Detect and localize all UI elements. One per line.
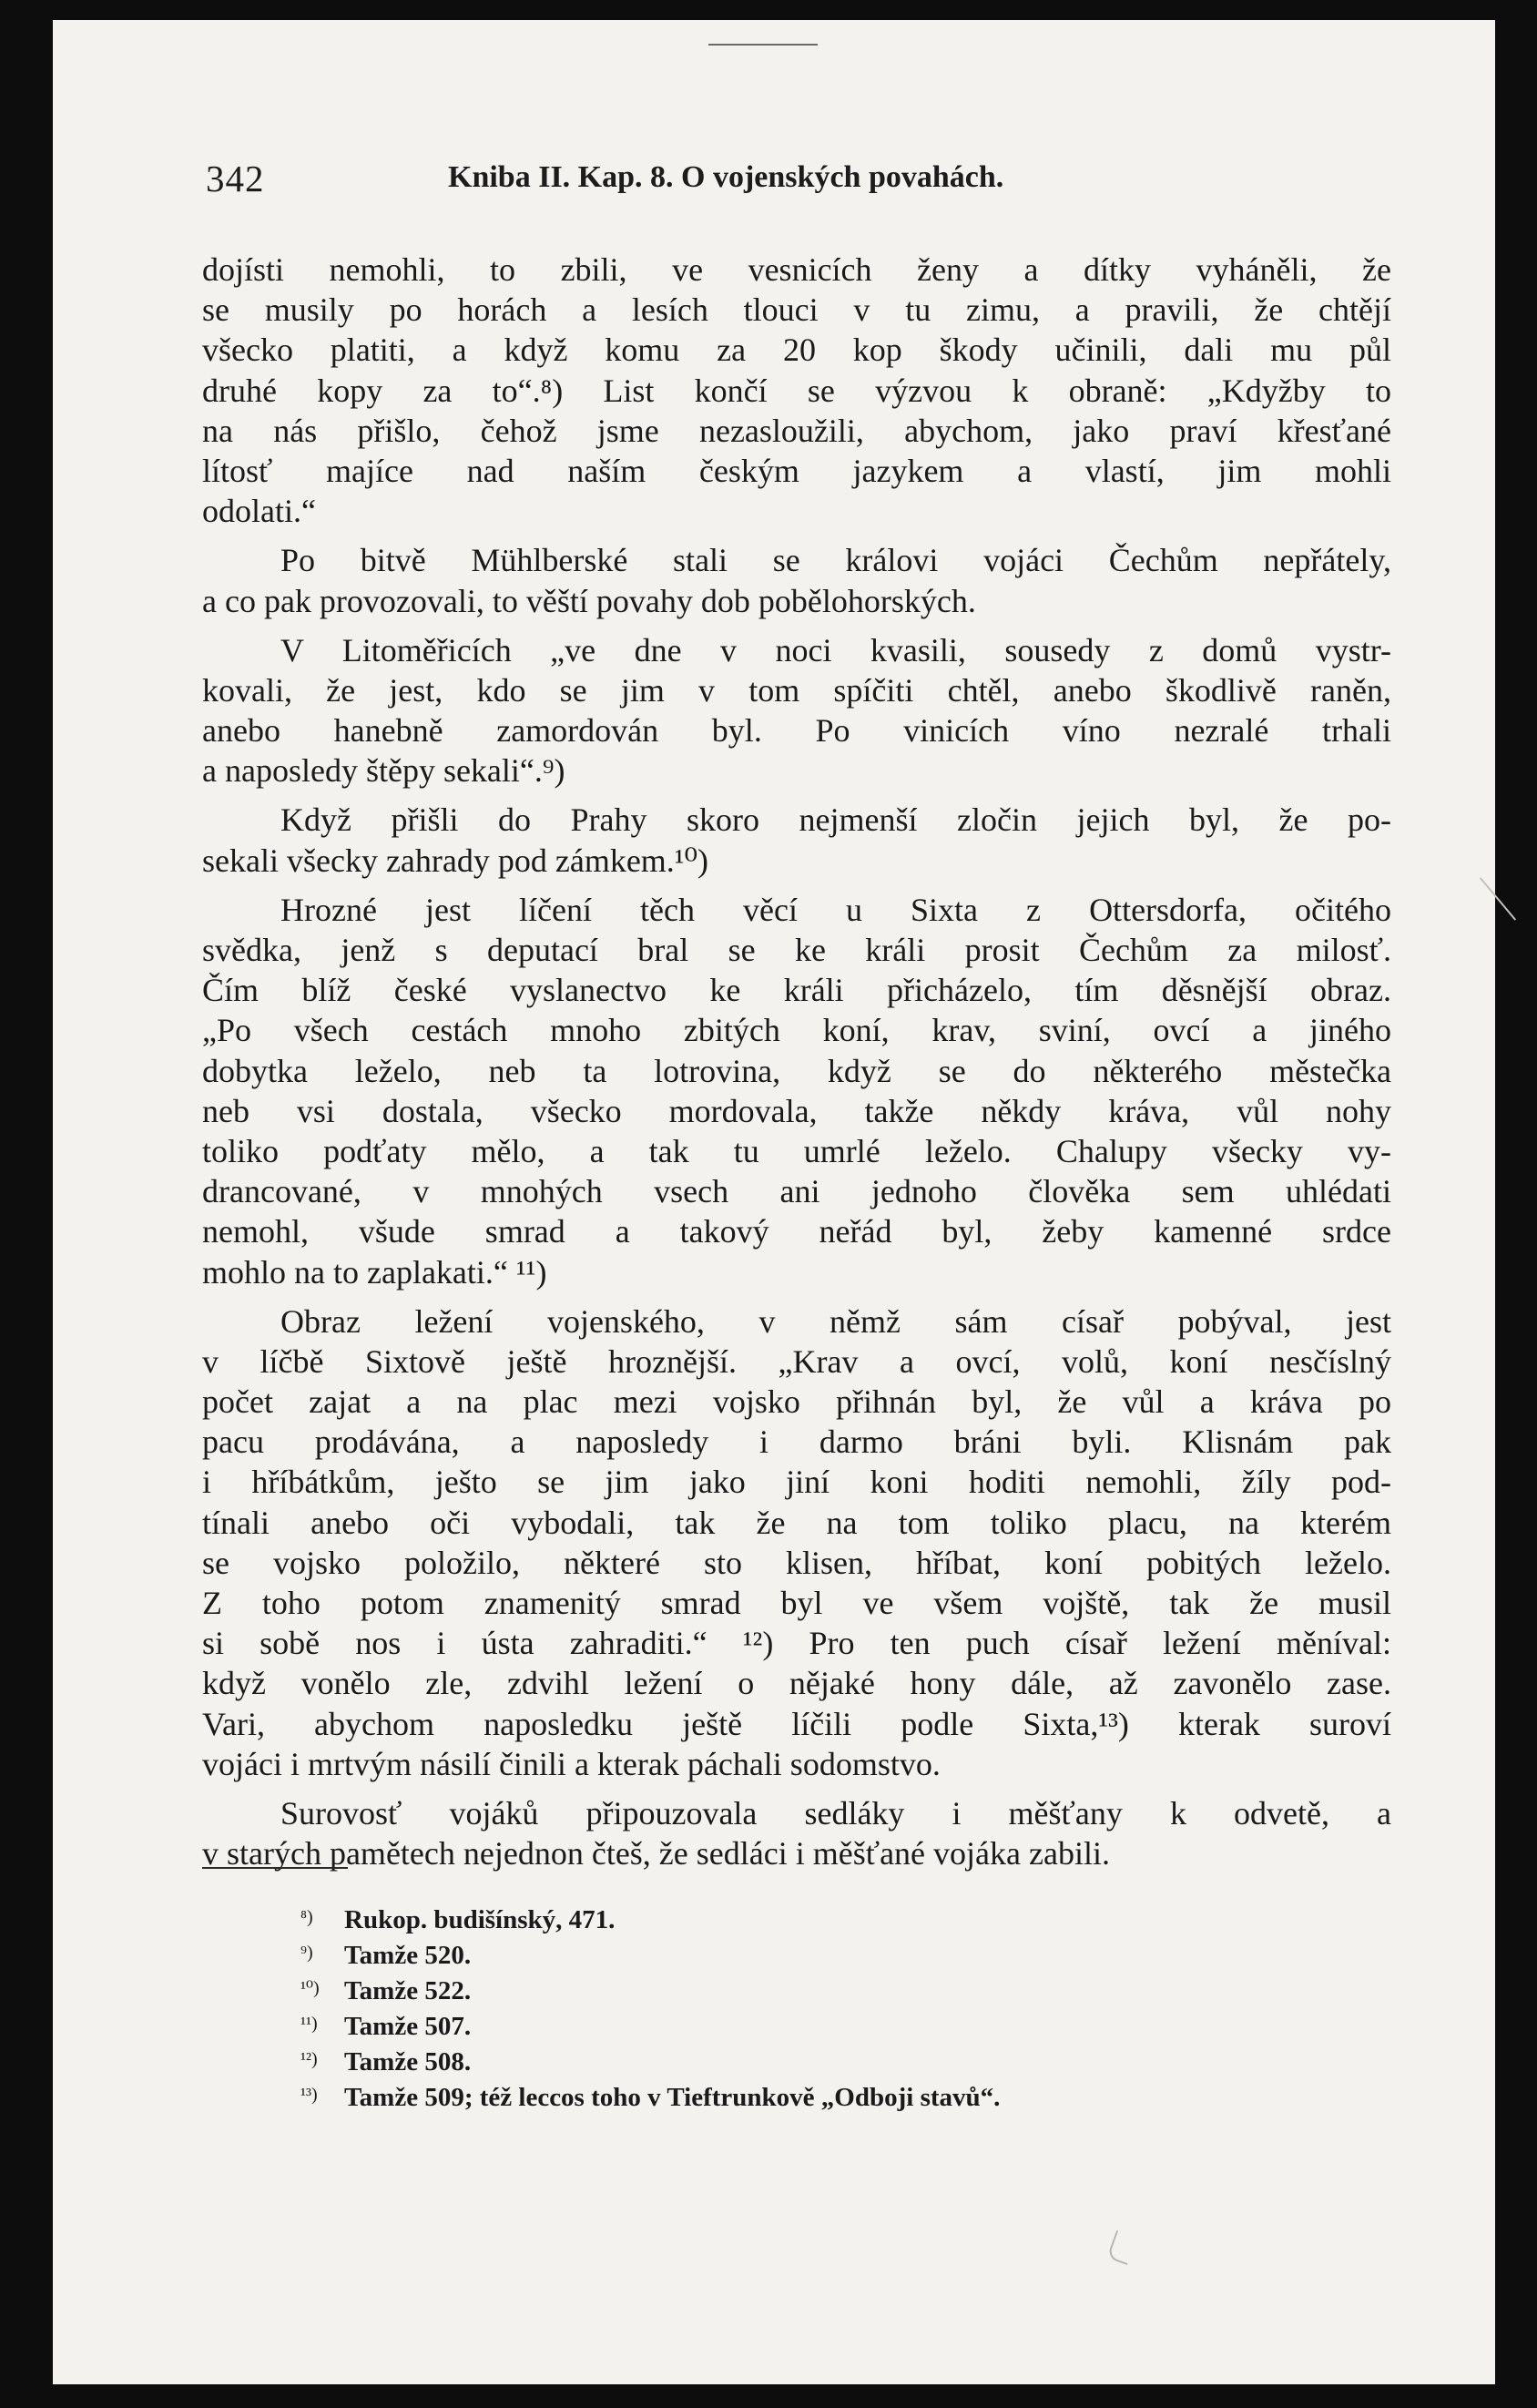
paragraph-gap bbox=[202, 531, 1391, 540]
text-line: V Litoměřicích „ve dne v noci kvasili, sousedy z domů vystr- bbox=[280, 631, 1391, 668]
text-line: v líčbě Sixtově ještě hroznější. „Krav a ovcí, volů, koní nesčíslný bbox=[202, 1342, 1391, 1380]
text-line: se vojsko položilo, některé sto klisen, hříbat, koní pobitých leželo. bbox=[202, 1544, 1391, 1581]
footnote-number: ¹¹) bbox=[300, 2014, 318, 2034]
paragraph bbox=[202, 800, 1391, 880]
footnote-text: Tamže 520. bbox=[344, 1941, 472, 1970]
paragraph-gap bbox=[202, 1292, 1391, 1301]
text-line: kovali, že jest, kdo se jim v tom spíčiti chtěl, anebo škodlivě raněn, bbox=[202, 671, 1391, 709]
text-line: pacu prodávána, a naposledy i darmo bráni byli. Klisnám pak bbox=[202, 1423, 1391, 1461]
footnote-number: ¹³) bbox=[300, 2085, 318, 2105]
paragraph bbox=[202, 630, 1391, 791]
text-line: „Po všech cestách mnoho zbitých koní, krav, sviní, ovcí a jiného bbox=[202, 1012, 1391, 1049]
footnote bbox=[300, 2006, 1348, 2042]
text-line: se musily po horách a lesích tlouci v tu zimu, a pravili, že chtějí bbox=[202, 291, 1391, 329]
footnote-text: Tamže 522. bbox=[344, 1976, 472, 2005]
text-line: Po bitvě Mühlberské stali se královi vojáci Čechům nepřátely, bbox=[280, 542, 1391, 579]
text-line: Když přišli do Prahy skoro nejmenší zločin jejich byl, že po- bbox=[280, 801, 1391, 839]
text-line: v starých pamětech nejednon čteš, že sedláci i měšťané vojáka zabili. bbox=[202, 1835, 1110, 1872]
text-line: toliko podťaty mělo, a tak tu umrlé leželo. Chalupy všecky vy- bbox=[202, 1132, 1391, 1169]
text-line: mohlo na to zaplakati.“ ¹¹) bbox=[202, 1253, 547, 1291]
paragraph bbox=[202, 540, 1391, 620]
text-line: dojísti nemohli, to zbili, ve vesnicích ženy a dítky vyháněli, že bbox=[202, 251, 1391, 288]
page-header bbox=[206, 157, 1389, 211]
footnote-number: ⁹) bbox=[300, 1943, 313, 1963]
footnote bbox=[300, 2077, 1348, 2113]
text-line: Surovosť vojáků připouzovala sedláky i měšťany k odvetě, a bbox=[280, 1794, 1391, 1832]
text-line: Obraz ležení vojenského, v němž sám císař pobýval, jest bbox=[280, 1302, 1391, 1340]
text-line: si sobě nos i ústa zahraditi.“ ¹²) Pro ten puch císař ležení měníval: bbox=[202, 1625, 1391, 1662]
paragraph-gap bbox=[202, 881, 1391, 890]
body-text bbox=[202, 250, 1391, 1873]
text-line: sekali všecky zahrady pod zámkem.¹⁰) bbox=[202, 842, 709, 879]
text-line: vojáci i mrtvým násilí činili a kterak páchali sodomstvo. bbox=[202, 1745, 941, 1782]
text-line: Čím blíž české vyslanectvo ke králi přicházelo, tím děsnější obraz. bbox=[202, 972, 1391, 1009]
running-head: Kniba II. Kap. 8. O vojenských povahách. bbox=[448, 160, 1004, 194]
paragraph bbox=[202, 890, 1391, 1292]
text-line: Hrozné jest líčení těch věcí u Sixta z Ottersdorfa, očitého bbox=[280, 891, 1391, 928]
footnote bbox=[300, 1900, 1348, 1935]
text-line: na nás přišlo, čehož jsme nezasloužili, abychom, jako praví křesťané bbox=[202, 412, 1391, 449]
footnote bbox=[300, 1971, 1348, 2006]
text-line: když vonělo zle, zdvihl ležení o nějaké hony dále, až zavonělo zase. bbox=[202, 1665, 1391, 1702]
text-line: Z toho potom znamenitý smrad byl ve všem vojště, tak že musil bbox=[202, 1585, 1391, 1621]
scan-artifact-mark bbox=[1480, 877, 1516, 920]
paragraph-gap bbox=[202, 791, 1391, 800]
text-line: neb vsi dostala, všecko mordovala, takže někdy kráva, vůl nohy bbox=[202, 1092, 1391, 1129]
text-line: a co pak provozovali, to věští povahy dob pobělohorských. bbox=[202, 582, 976, 619]
footnote bbox=[300, 1935, 1348, 1971]
text-line: všecko platiti, a když komu za 20 kop škody učinili, dali mu půl bbox=[202, 332, 1391, 369]
text-line: i hříbátkům, ješto se jim jako jiní koni hoditi nemohli, žíly pod- bbox=[202, 1464, 1391, 1501]
paragraph-gap bbox=[202, 1784, 1391, 1793]
footnote-text: Tamže 507. bbox=[344, 2012, 472, 2041]
library-mark-icon bbox=[1106, 2230, 1136, 2265]
footnote-number: ¹²) bbox=[300, 2049, 318, 2069]
text-line: drancované, v mnohých vsech ani jednoho člověka sem uhlédati bbox=[202, 1173, 1391, 1210]
footnote-divider bbox=[202, 1867, 348, 1869]
footnotes bbox=[300, 1900, 1348, 2113]
page-number: 342 bbox=[206, 158, 265, 199]
text-line: počet zajat a na plac mezi vojsko přihnán byl, že vůl a kráva po bbox=[202, 1383, 1391, 1421]
text-line: tínali anebo oči vybodali, tak že na tom toliko placu, na kterém bbox=[202, 1504, 1391, 1541]
text-line: a naposledy štěpy sekali“.⁹) bbox=[202, 752, 565, 790]
footnote-number: ⁸) bbox=[300, 1907, 313, 1927]
paragraph-gap bbox=[202, 621, 1391, 630]
footnote-text: Tamže 509; též leccos toho v Tieftrunkově „Odboji stavů“. bbox=[344, 2083, 1001, 2112]
text-line: svědka, jenž s deputací bral se ke králi prosit Čechům za milosť. bbox=[202, 932, 1391, 968]
text-line: anebo hanebně zamordován byl. Po vinicích víno nezralé trhali bbox=[202, 712, 1391, 750]
paragraph bbox=[202, 1301, 1391, 1784]
text-line: nemohl, všude smrad a takový neřád byl, žeby kamenné srdce bbox=[202, 1213, 1391, 1250]
paragraph bbox=[202, 250, 1391, 531]
text-line: druhé kopy za to“.⁸) List končí se výzvou k obraně: „Kdyžby to bbox=[202, 372, 1391, 409]
text-line: Vari, abychom naposledku ještě líčili podle Sixta,¹³) kterak suroví bbox=[202, 1705, 1391, 1742]
scan-artifact-top bbox=[708, 44, 818, 46]
footnote-number: ¹⁰) bbox=[300, 1978, 320, 1998]
text-line: dobytka leželo, neb ta lotrovina, když se do některého městečka bbox=[202, 1052, 1391, 1089]
footnote bbox=[300, 2042, 1348, 2077]
text-line: lítosť majíce nad naším českým jazykem a vlastí, jim mohli bbox=[202, 452, 1391, 489]
footnote-text: Rukop. budišínský, 471. bbox=[344, 1905, 616, 1934]
text-line: odolati.“ bbox=[202, 493, 316, 530]
paragraph bbox=[202, 1793, 1391, 1873]
footnote-text: Tamže 508. bbox=[344, 2047, 472, 2076]
